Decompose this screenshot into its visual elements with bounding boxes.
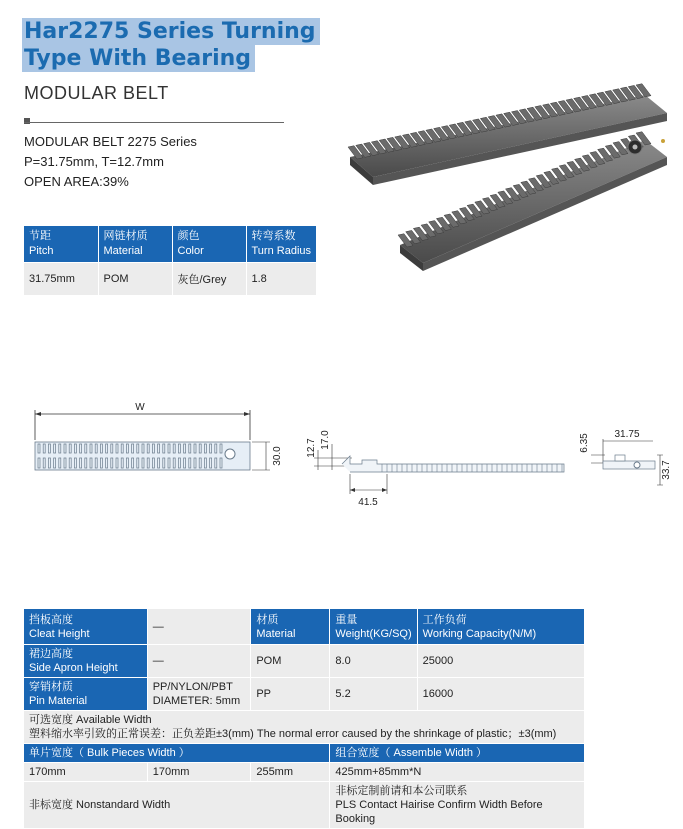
material-header: 网链材质 Material <box>98 226 172 263</box>
available-width-note: 可选宽度 Available Width 塑料缩水率引致的正常误差：正负差距±3(mm) The normal error caused by the shrinkage of plastic；±3(mm) <box>24 711 585 744</box>
spec-pitch: P=31.75mm, T=12.7mm <box>24 154 164 169</box>
material-col-header: 材质 Material <box>251 609 330 645</box>
rule-marker <box>24 118 30 124</box>
subtitle: MODULAR BELT <box>24 83 169 103</box>
spec-table <box>24 226 316 295</box>
bulk-width-header: 单片宽度（ Bulk Pieces Width ） <box>24 744 330 763</box>
pin-material-value: PP/NYLON/PBT DIAMETER: 5mm <box>147 678 251 711</box>
bulk-width-2: 170mm <box>147 763 251 782</box>
capacity-col-header: 工作负荷 Working Capacity(N/M) <box>417 609 584 645</box>
weight-row-2: 5.2 <box>330 678 417 711</box>
bulk-width-1: 170mm <box>24 763 148 782</box>
top-view-drawing <box>30 398 290 488</box>
spec-open-area: OPEN AREA:39% <box>24 174 129 189</box>
pitch-value: 31.75mm <box>24 263 98 295</box>
side-41-5-label: 41.5 <box>358 497 378 508</box>
color-value: 灰色/Grey <box>172 263 246 295</box>
belt-product-image <box>345 95 675 275</box>
side-apron-value: — <box>147 645 251 678</box>
title-line-2: Type With Bearing <box>22 45 255 72</box>
page-title <box>22 18 320 72</box>
turn-radius-header: 转弯系数 Turn Radius <box>246 226 316 263</box>
turn-radius-value: 1.8 <box>246 263 316 295</box>
cleat-height-value: — <box>147 609 251 645</box>
color-header: 颜色 Color <box>172 226 246 263</box>
assemble-width-header: 组合宽度（ Assemble Width ） <box>330 744 585 763</box>
side-view-drawing <box>302 420 572 515</box>
end-31-75-label: 31.75 <box>614 429 640 440</box>
properties-table <box>23 608 585 829</box>
weight-row-1: 8.0 <box>330 645 417 678</box>
material-value: POM <box>98 263 172 295</box>
pin-material-label: 穿销材质 Pin Material <box>24 678 148 711</box>
divider <box>24 122 284 123</box>
spec-series: MODULAR BELT 2275 Series <box>24 134 197 149</box>
capacity-row-2: 16000 <box>417 678 584 711</box>
height-30-label: 30.0 <box>272 446 283 466</box>
material-row-2: PP <box>251 678 330 711</box>
w-label: W <box>135 402 145 413</box>
side-apron-label: 裙边高度 Side Apron Height <box>24 645 148 678</box>
pitch-header: 节距 Pitch <box>24 226 98 263</box>
bulk-width-3: 255mm <box>251 763 330 782</box>
side-12-7-label: 12.7 <box>306 438 317 458</box>
capacity-row-1: 25000 <box>417 645 584 678</box>
end-33-7-label: 33.7 <box>661 460 672 480</box>
side-17-label: 17.0 <box>320 430 331 450</box>
assemble-width-value: 425mm+85mm*N <box>330 763 585 782</box>
material-row-1: POM <box>251 645 330 678</box>
end-6-35-label: 6.35 <box>579 433 590 453</box>
nonstandard-width: 非标宽度 Nonstandard Width <box>24 782 330 829</box>
title-line-1: Har2275 Series Turning <box>22 18 320 45</box>
contact-note: 非标定制前请和本公司联系 PLS Contact Hairise Confirm Width Before Booking <box>330 782 585 829</box>
end-view-drawing <box>575 425 675 495</box>
cleat-height-label: 挡板高度 Cleat Height <box>24 609 148 645</box>
weight-col-header: 重量 Weight(KG/SQ) <box>330 609 417 645</box>
